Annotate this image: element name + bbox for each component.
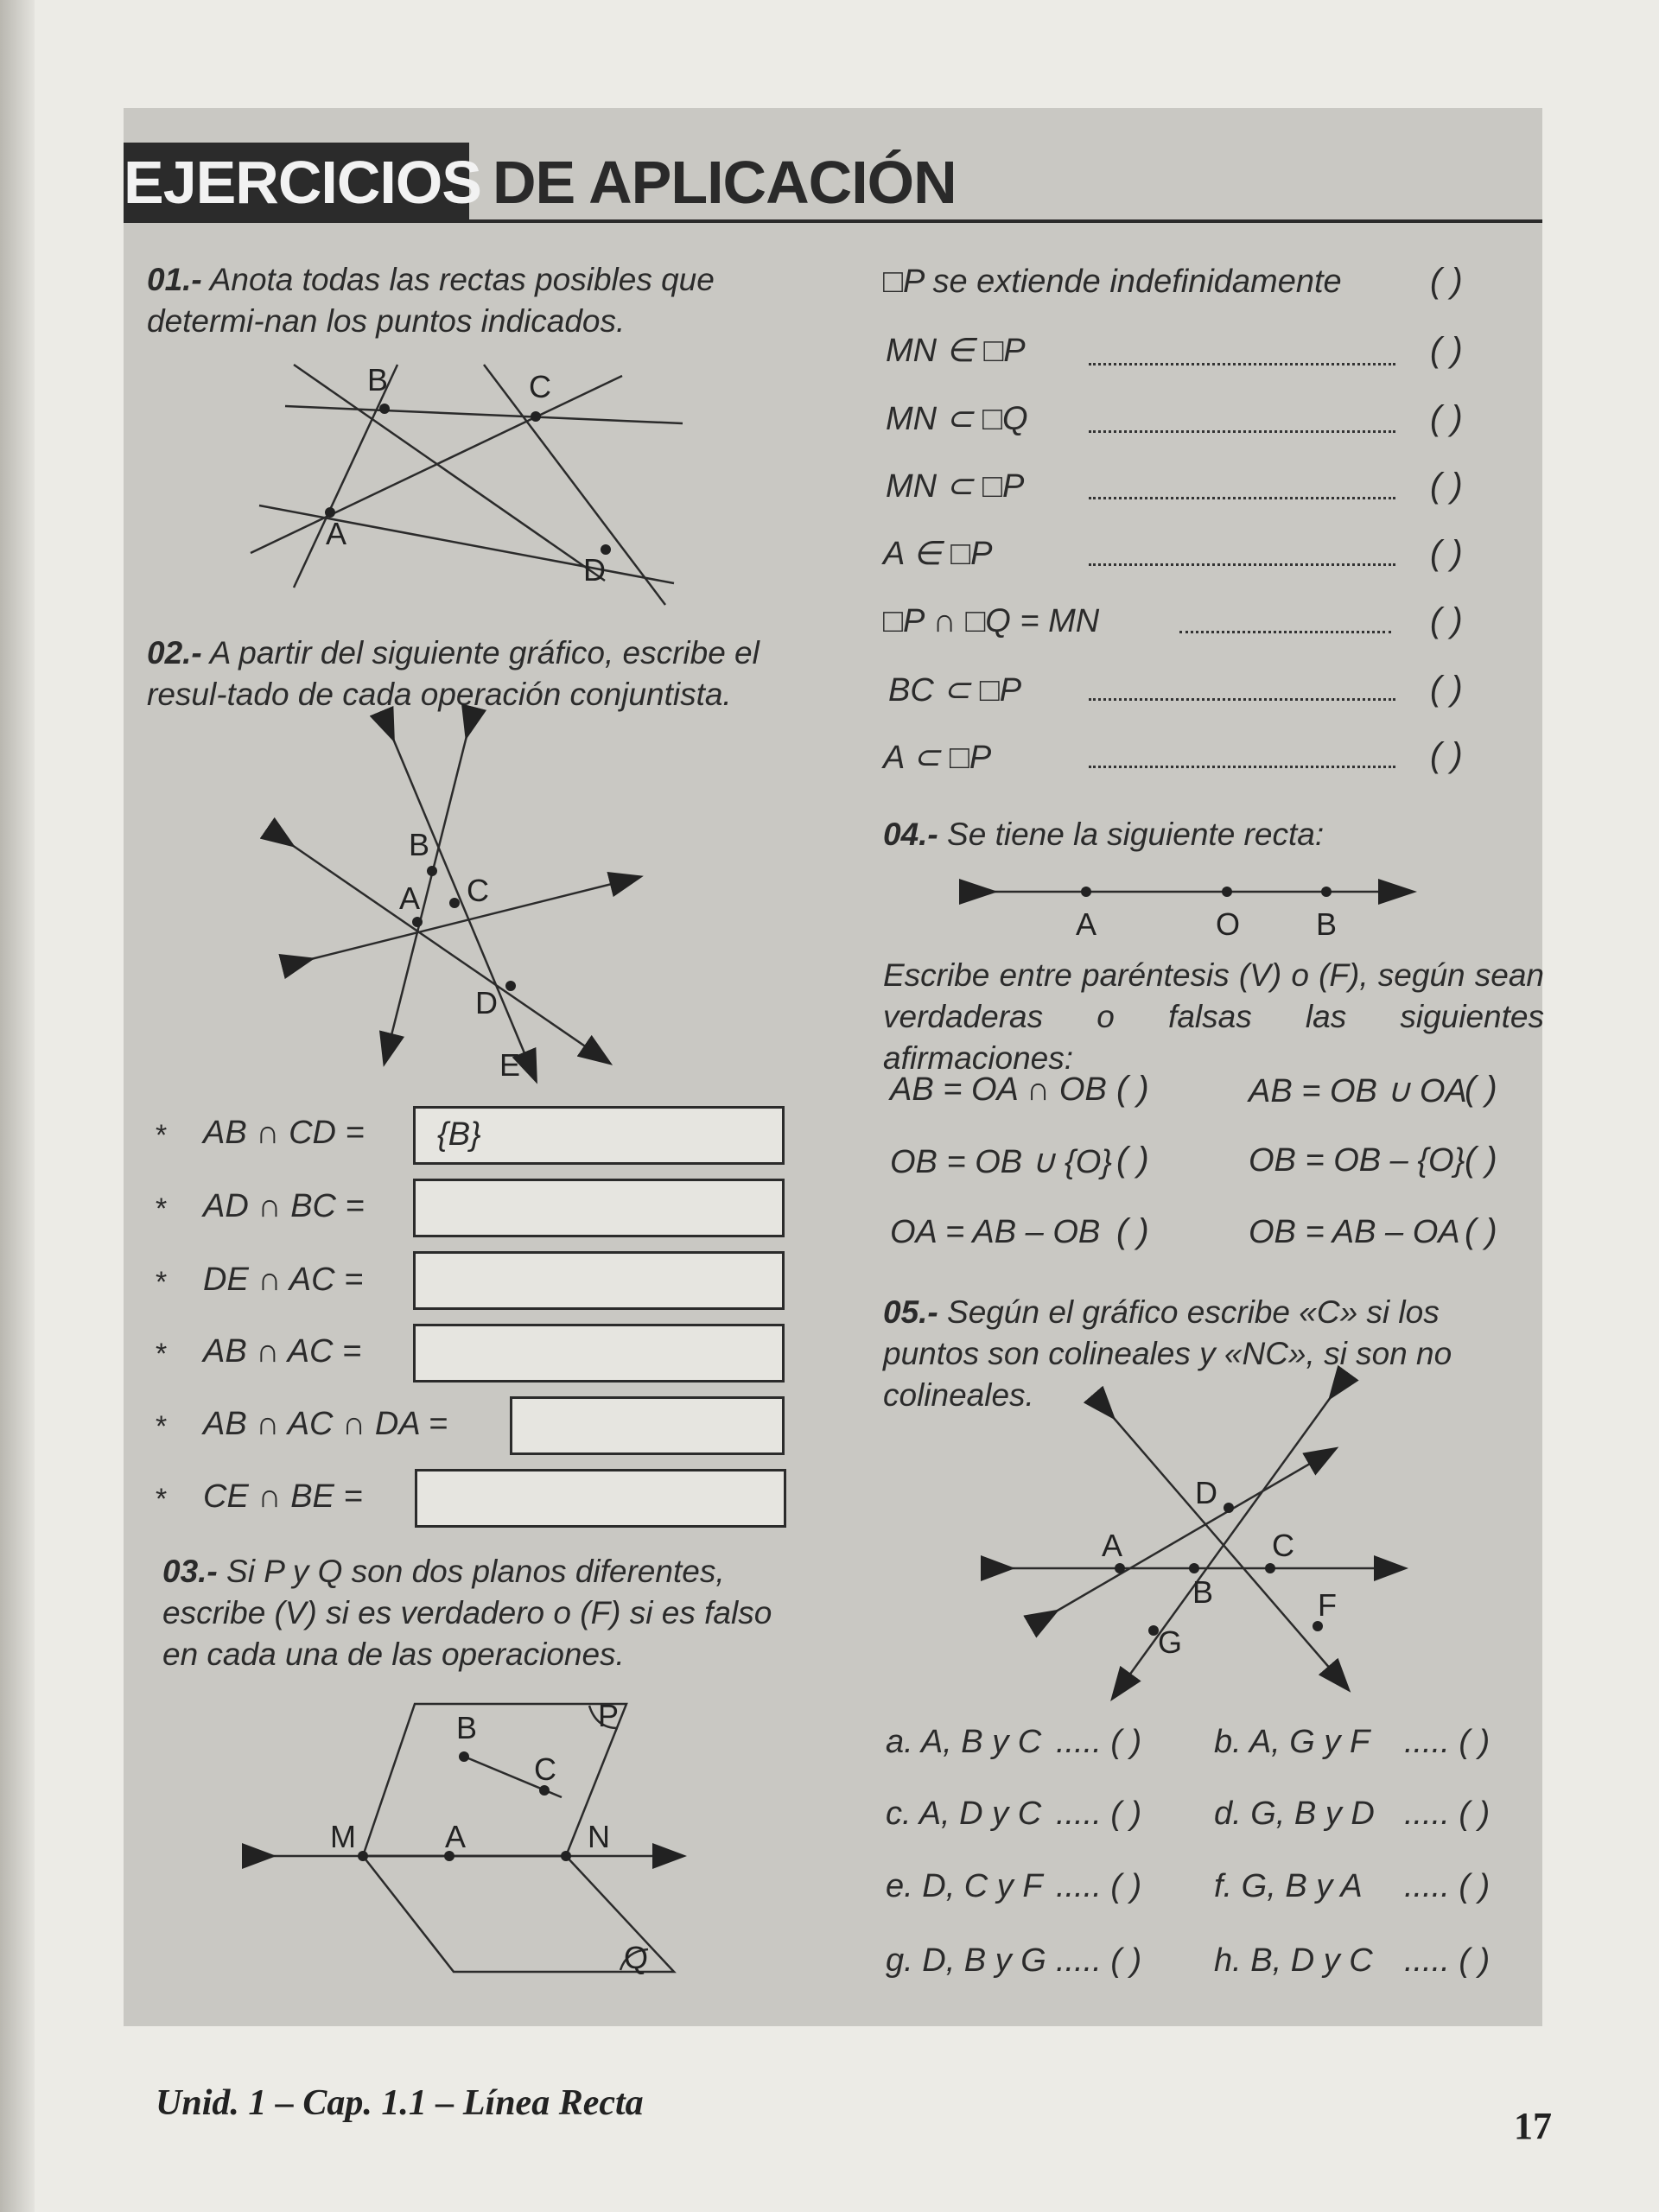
ex03-stmt-7: BC ⊂ □P — [888, 672, 1022, 709]
ex03-paren-3[interactable]: ( ) — [1430, 399, 1463, 437]
ex03-dots-5 — [1089, 563, 1395, 566]
ex05-label-c: C — [1272, 1528, 1294, 1563]
ex04-number: 04.- — [883, 817, 938, 852]
ex03-paren-1[interactable]: ( ) — [1430, 262, 1463, 300]
ex03-label-m: M — [330, 1819, 356, 1854]
ex05-label-b: B — [1192, 1574, 1214, 1610]
ex01-label-d: D — [583, 552, 606, 588]
ex05-item-f: f. G, B y A — [1214, 1868, 1363, 1904]
ex02-figure — [285, 726, 657, 1089]
ex03-paren-6[interactable]: ( ) — [1430, 601, 1463, 639]
op-expr-2: AD ∩ BC = — [203, 1188, 365, 1224]
ex03-dots-4 — [1089, 497, 1395, 499]
op-expr-3: DE ∩ AC = — [203, 1262, 364, 1298]
op-bullet-1: * — [156, 1119, 168, 1152]
ex03-stmt-4: MN ⊂ □P — [886, 468, 1025, 505]
ex03-stmt-2: MN ∈ □P — [886, 333, 1026, 369]
ex01-figure — [242, 354, 691, 613]
ex04-statement: Se tiene la siguiente recta: — [947, 817, 1325, 852]
ex03-label-b: B — [456, 1710, 478, 1745]
ex05-item-b: b. A, G y F — [1214, 1724, 1370, 1760]
ex03-paren-8[interactable]: ( ) — [1430, 736, 1463, 774]
ex02-label-b: B — [409, 827, 430, 862]
title-ejercicios: EJERCICIOS — [124, 143, 469, 222]
ex04-stmt-5: OA = AB – OB — [890, 1214, 1101, 1250]
ex02-text — [147, 632, 804, 715]
ex02-number: 02.- — [147, 635, 202, 671]
ex05-number: 05.- — [883, 1294, 938, 1330]
op-answer-box-5[interactable] — [510, 1396, 785, 1455]
ex03-figure — [268, 1694, 700, 1979]
ex03-dots-7 — [1089, 698, 1395, 701]
ex04-instruction: Escribe entre paréntesis (V) o (F), según sean verdaderas o falsas las siguientes afirmaciones: — [883, 957, 1544, 1076]
op-bullet-3: * — [156, 1266, 168, 1299]
ex04-label-o: O — [1216, 906, 1241, 942]
ex03-stmt-8: A ⊂ □P — [883, 740, 992, 776]
ex04-paren-5[interactable]: ( ) — [1116, 1212, 1149, 1250]
ex03-paren-2[interactable]: ( ) — [1430, 331, 1463, 369]
ex05-label-f: F — [1318, 1587, 1337, 1623]
ex01-statement: Anota todas las rectas posibles que determi-nan los puntos indicados. — [147, 262, 715, 339]
ex05-item-e: e. D, C y F — [886, 1868, 1043, 1904]
ex03-stmt-3: MN ⊂ □Q — [886, 401, 1028, 437]
ex05-label-d: D — [1195, 1475, 1217, 1510]
ex05-item-h: h. B, D y C — [1214, 1942, 1373, 1979]
ex05-item-c-answer[interactable]: ..... ( ) — [1056, 1796, 1142, 1832]
ex04-stmt-4: OB = OB – {O} — [1249, 1142, 1465, 1179]
op-bullet-4: * — [156, 1338, 168, 1370]
ex02-label-d: D — [475, 985, 498, 1020]
footer-chapter: Unid. 1 – Cap. 1.1 – Línea Recta — [156, 2083, 644, 2123]
ex03-label-c: C — [534, 1751, 556, 1787]
ex02-label-e: E — [499, 1047, 521, 1083]
ex01-label-c: C — [529, 369, 551, 404]
ex03-stmt-1: □P se extiende indefinidamente — [883, 264, 1342, 300]
ex03-dots-3 — [1089, 430, 1395, 433]
book-gutter-shadow — [0, 0, 35, 2212]
ex05-item-c: c. A, D y C — [886, 1796, 1042, 1832]
ex05-item-e-answer[interactable]: ..... ( ) — [1056, 1868, 1142, 1904]
op-expr-4: AB ∩ AC = — [203, 1333, 362, 1370]
op-bullet-6: * — [156, 1483, 168, 1516]
title-rule — [124, 219, 1542, 223]
ex03-paren-7[interactable]: ( ) — [1430, 670, 1463, 708]
ex03-label-q: Q — [624, 1940, 649, 1975]
ex03-paren-4[interactable]: ( ) — [1430, 467, 1463, 505]
ex05-label-a: A — [1102, 1528, 1123, 1563]
op-answer-box-2[interactable] — [413, 1179, 785, 1237]
op-bullet-5: * — [156, 1410, 168, 1443]
ex04-paren-4[interactable]: ( ) — [1465, 1141, 1497, 1179]
ex05-item-h-answer[interactable]: ..... ( ) — [1404, 1942, 1491, 1979]
ex05-item-a: a. A, B y C — [886, 1724, 1042, 1760]
ex04-paren-6[interactable]: ( ) — [1465, 1212, 1497, 1250]
ex01-label-a: A — [326, 516, 347, 551]
ex04-stmt-6: OB = AB – OA — [1249, 1214, 1460, 1250]
ex04-text — [883, 814, 1540, 855]
ex05-item-a-answer[interactable]: ..... ( ) — [1056, 1724, 1142, 1760]
op-expr-5: AB ∩ AC ∩ DA = — [203, 1406, 448, 1442]
ex04-paren-2[interactable]: ( ) — [1465, 1070, 1497, 1108]
ex03-stmt-6: □P ∩ □Q = MN — [883, 603, 1100, 639]
ex04-paren-1[interactable]: ( ) — [1116, 1070, 1149, 1108]
ex05-item-d: d. G, B y D — [1214, 1796, 1375, 1832]
ex05-item-f-answer[interactable]: ..... ( ) — [1404, 1868, 1491, 1904]
ex03-label-p: P — [598, 1698, 620, 1733]
ex04-stmt-2: AB = OB ∪ OA — [1249, 1073, 1467, 1109]
ex03-dots-6 — [1179, 631, 1391, 633]
ex03-paren-5[interactable]: ( ) — [1430, 534, 1463, 572]
ex04-line-figure — [989, 873, 1421, 942]
op-answer-box-3[interactable] — [413, 1251, 785, 1310]
ex04-label-a: A — [1076, 906, 1097, 942]
ex03-text — [162, 1551, 802, 1675]
op-answer-box-1[interactable]: {B} — [413, 1106, 785, 1165]
ex03-label-a: A — [445, 1819, 467, 1854]
ex03-label-n: N — [588, 1819, 610, 1854]
ex03-dots-2 — [1089, 363, 1395, 365]
ex05-statement: Según el gráfico escribe «C» si los puntos son colineales y «NC», si son no colineales. — [883, 1294, 1452, 1413]
ex04-label-b: B — [1316, 906, 1338, 942]
ex01-label-b: B — [367, 362, 389, 397]
ex01-text — [147, 259, 804, 342]
ex02-label-c: C — [467, 873, 489, 908]
ex02-statement: A partir del siguiente gráfico, escribe el resul-tado de cada operación conjuntista. — [147, 635, 760, 712]
op-bullet-2: * — [156, 1192, 168, 1225]
ex05-item-b-answer[interactable]: ..... ( ) — [1404, 1724, 1491, 1760]
ex02-label-a: A — [399, 880, 421, 916]
title-de-aplicacion: DE APLICACIÓN — [493, 149, 957, 216]
ex04-stmt-3: OB = OB ∪ {O} — [890, 1144, 1112, 1180]
ex04-paren-3[interactable]: ( ) — [1116, 1141, 1149, 1179]
op-expr-6: CE ∩ BE = — [203, 1478, 363, 1515]
op-answer-box-4[interactable] — [413, 1324, 785, 1382]
ex05-item-g-answer[interactable]: ..... ( ) — [1056, 1942, 1142, 1979]
ex01-number: 01.- — [147, 262, 202, 297]
ex05-label-g: G — [1158, 1624, 1183, 1660]
op-answer-box-6[interactable] — [415, 1469, 786, 1528]
ex03-statement: Si P y Q son dos planos diferentes, escribe (V) si es verdadero o (F) si es falso en cada una de las operaciones. — [162, 1554, 772, 1672]
ex05-figure — [994, 1387, 1417, 1715]
ex04-stmt-1: AB = OA ∩ OB — [890, 1071, 1107, 1108]
page-number: 17 — [1514, 2105, 1552, 2147]
op-expr-1: AB ∩ CD = — [203, 1115, 365, 1151]
ex05-item-d-answer[interactable]: ..... ( ) — [1404, 1796, 1491, 1832]
ex05-item-g: g. D, B y G — [886, 1942, 1046, 1979]
ex03-stmt-5: A ∈ □P — [883, 536, 993, 572]
ex03-dots-8 — [1089, 766, 1395, 768]
ex03-number: 03.- — [162, 1554, 218, 1589]
